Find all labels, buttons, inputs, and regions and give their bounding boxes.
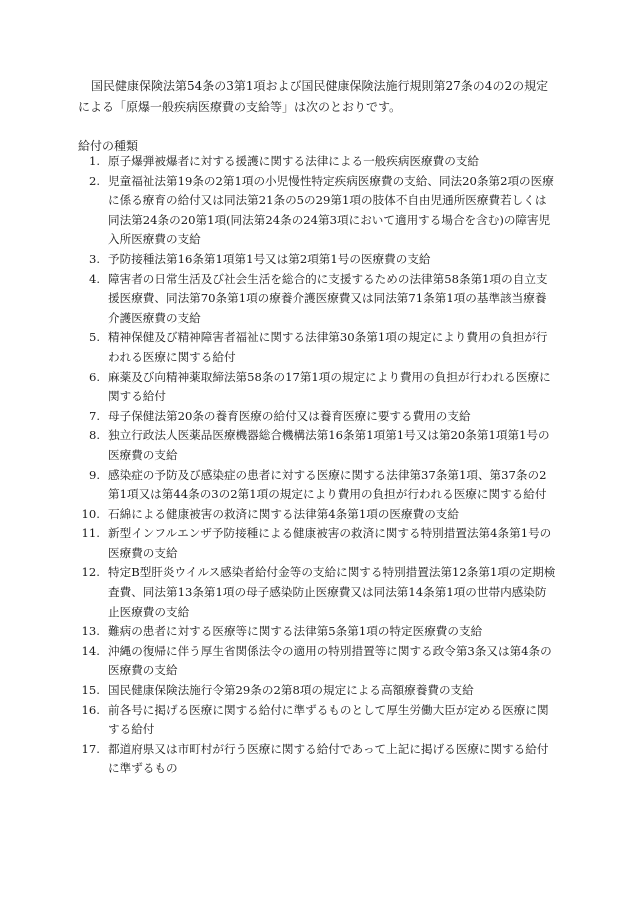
list-item-number: 4. (88, 271, 100, 286)
list-item (78, 368, 556, 407)
list-item-text: 沖縄の復帰に伴う厚生省関係法令の適用の特別措置等に関する政令第3条又は第4条の医療費の支給 (108, 643, 552, 678)
list-item-text: 母子保健法第20条の養育医療の給付又は養育医療に要する費用の支給 (108, 408, 471, 423)
list-item-text: 感染症の予防及び感染症の患者に対する医療に関する法律第37条第1項、第37条の2第1項又は第44条の3の2第1項の規定により費用の負担が行われる医療に関する給付 (108, 467, 547, 502)
list-item-number: 17. (81, 741, 100, 756)
list-item-number: 12. (81, 565, 100, 580)
list-item-text: 児童福祉法第19条の2第1項の小児慢性特定疾病医療費の支給、同法20条第2項の医療に係る療育の給付又は同法第21条の5の29第1項の肢体不自由児通所医療費若しくは同法第24条の20第1項(同法第24条の24第3項において適用する場合を含む)の障害児入所医療費の支給 (108, 173, 554, 247)
list-item (78, 505, 556, 525)
list-item (78, 622, 556, 642)
list-item (78, 563, 556, 622)
list-item (78, 524, 556, 563)
list-item-text: 石綿による健康被害の救済に関する法律第4条第1項の医療費の支給 (108, 506, 459, 521)
benefit-list (78, 152, 556, 779)
list-item-number: 8. (88, 428, 100, 443)
list-item-text: 独立行政法人医薬品医療機器総合機構法第16条第1項第1号又は第20条第1項第1号の医療費の支給 (108, 428, 550, 462)
list-item (78, 407, 556, 427)
list-item (78, 270, 556, 329)
list-item-text: 障害者の日常生活及び社会生活を総合的に支援するための法律第58条第1項の自立支援医療費、同法第70条第1項の療養介護医療費又は同法第71条第1項の基準該当療養介護医療費の支給 (108, 271, 548, 325)
list-item (78, 328, 556, 367)
list-item-number: 14. (81, 643, 100, 658)
list-item-number: 5. (88, 330, 100, 345)
list-item-text: 原子爆弾被爆者に対する援護に関する法律による一般疾病医療費の支給 (108, 154, 480, 168)
list-item (78, 172, 556, 250)
list-item-number: 7. (88, 408, 100, 423)
list-item (78, 250, 556, 270)
list-item-text: 精神保健及び精神障害者福祉に関する法律第30条第1項の規定により費用の負担が行われる医療に関する給付 (108, 330, 548, 364)
list-item (78, 642, 556, 681)
list-item-text: 難病の患者に対する医療等に関する法律第5条第1項の特定医療費の支給 (108, 624, 483, 639)
section-heading: 給付の種類 (78, 139, 139, 153)
list-item (78, 701, 556, 740)
list-item-text: 予防接種法第16条第1項第1号又は第2項第1号の医療費の支給 (108, 251, 431, 266)
list-item-text: 前各号に掲げる医療に関する給付に準ずるものとして厚生労働大臣が定める医療に関する給付 (108, 702, 549, 737)
list-item-number: 11. (81, 526, 100, 541)
list-item-text: 国民健康保険法施行令第29条の2第8項の規定による高額療養費の支給 (108, 683, 474, 698)
list-item-number: 9. (88, 467, 100, 482)
list-item-number: 13. (81, 624, 100, 639)
list-item (78, 681, 556, 701)
list-item (78, 466, 556, 505)
list-item-number: 2. (88, 173, 100, 188)
list-item-text: 都道府県又は市町村が行う医療に関する給付であって上記に掲げる医療に関する給付に準ずるもの (108, 741, 549, 776)
list-item-text: 新型インフルエンザ予防接種による健康被害の救済に関する特別措置法第4条第1号の医療費の支給 (108, 526, 552, 560)
list-item (78, 152, 556, 172)
list-item-text: 特定B型肝炎ウイルス感染者給付金等の支給に関する特別措置法第12条第1項の定期検査費、同法第13条第1項の母子感染防止医療費又は同法第14条第1項の世帯内感染防止医療費の支給 (108, 565, 556, 619)
list-item (78, 426, 556, 465)
list-item-number: 15. (81, 683, 100, 698)
list-item-number: 10. (81, 506, 100, 521)
list-item (78, 740, 556, 779)
list-item-number: 16. (81, 702, 100, 717)
list-item-number: 1. (88, 154, 100, 168)
intro-paragraph: 国民健康保険法第54条の3第1項および国民健康保険法施行規則第27条の4の2の規定による「原爆一般疾病医療費の支給等」は次のとおりです。 (78, 79, 549, 114)
list-item-text: 麻薬及び向精神薬取締法第58条の17第1項の規定により費用の負担が行われる医療に関する給付 (108, 369, 551, 404)
list-item-number: 3. (88, 251, 100, 266)
list-item-number: 6. (88, 369, 100, 384)
